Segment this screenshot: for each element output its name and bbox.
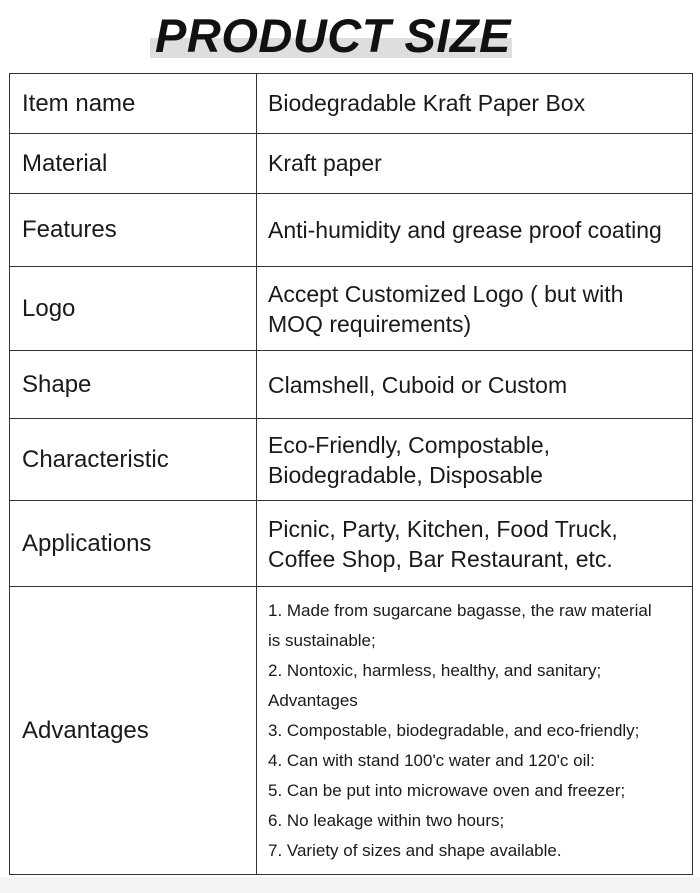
advantage-line: 7. Variety of sizes and shape available. bbox=[268, 840, 562, 860]
advantage-line: Advantages bbox=[268, 690, 358, 710]
product-spec-table bbox=[9, 73, 693, 875]
row-value: Anti-humidity and grease proof coating bbox=[257, 194, 693, 267]
table-row-shape bbox=[10, 351, 693, 419]
table-row-logo bbox=[10, 267, 693, 351]
advantage-line: 4. Can with stand 100'c water and 120'c oil: bbox=[268, 750, 595, 770]
row-label: Advantages bbox=[10, 587, 257, 875]
page-title: PRODUCT SIZE bbox=[155, 9, 511, 62]
row-label: Shape bbox=[10, 351, 257, 419]
advantage-line: is sustainable; bbox=[268, 630, 376, 650]
row-label: Features bbox=[10, 194, 257, 267]
row-label: Logo bbox=[10, 267, 257, 351]
row-value: Picnic, Party, Kitchen, Food Truck, Coffee Shop, Bar Restaurant, etc. bbox=[257, 501, 693, 587]
advantages-list bbox=[257, 587, 693, 875]
advantage-line: 2. Nontoxic, harmless, healthy, and sanitary; bbox=[268, 660, 602, 680]
bottom-margin-strip bbox=[0, 877, 700, 893]
table-row-features bbox=[10, 194, 693, 267]
table-row-characteristic bbox=[10, 419, 693, 501]
title-banner bbox=[0, 0, 700, 72]
row-label: Material bbox=[10, 134, 257, 194]
advantage-line: 6. No leakage within two hours; bbox=[268, 810, 505, 830]
row-value: Kraft paper bbox=[257, 134, 693, 194]
row-value: Biodegradable Kraft Paper Box bbox=[257, 74, 693, 134]
advantage-line: 5. Can be put into microwave oven and freezer; bbox=[268, 780, 626, 800]
row-value: Eco-Friendly, Compostable, Biodegradable, Disposable bbox=[257, 419, 693, 501]
row-label: Applications bbox=[10, 501, 257, 587]
table-row-advantages bbox=[10, 587, 693, 875]
table-row-applications bbox=[10, 501, 693, 587]
row-label: Item name bbox=[10, 74, 257, 134]
table-row-item-name bbox=[10, 74, 693, 134]
table-row-material bbox=[10, 134, 693, 194]
advantage-line: 3. Compostable, biodegradable, and eco-friendly; bbox=[268, 720, 640, 740]
row-value: Clamshell, Cuboid or Custom bbox=[257, 351, 693, 419]
row-label: Characteristic bbox=[10, 419, 257, 501]
advantage-line: 1. Made from sugarcane bagasse, the raw material bbox=[268, 600, 652, 620]
row-value: Accept Customized Logo ( but with MOQ requirements) bbox=[257, 267, 693, 351]
